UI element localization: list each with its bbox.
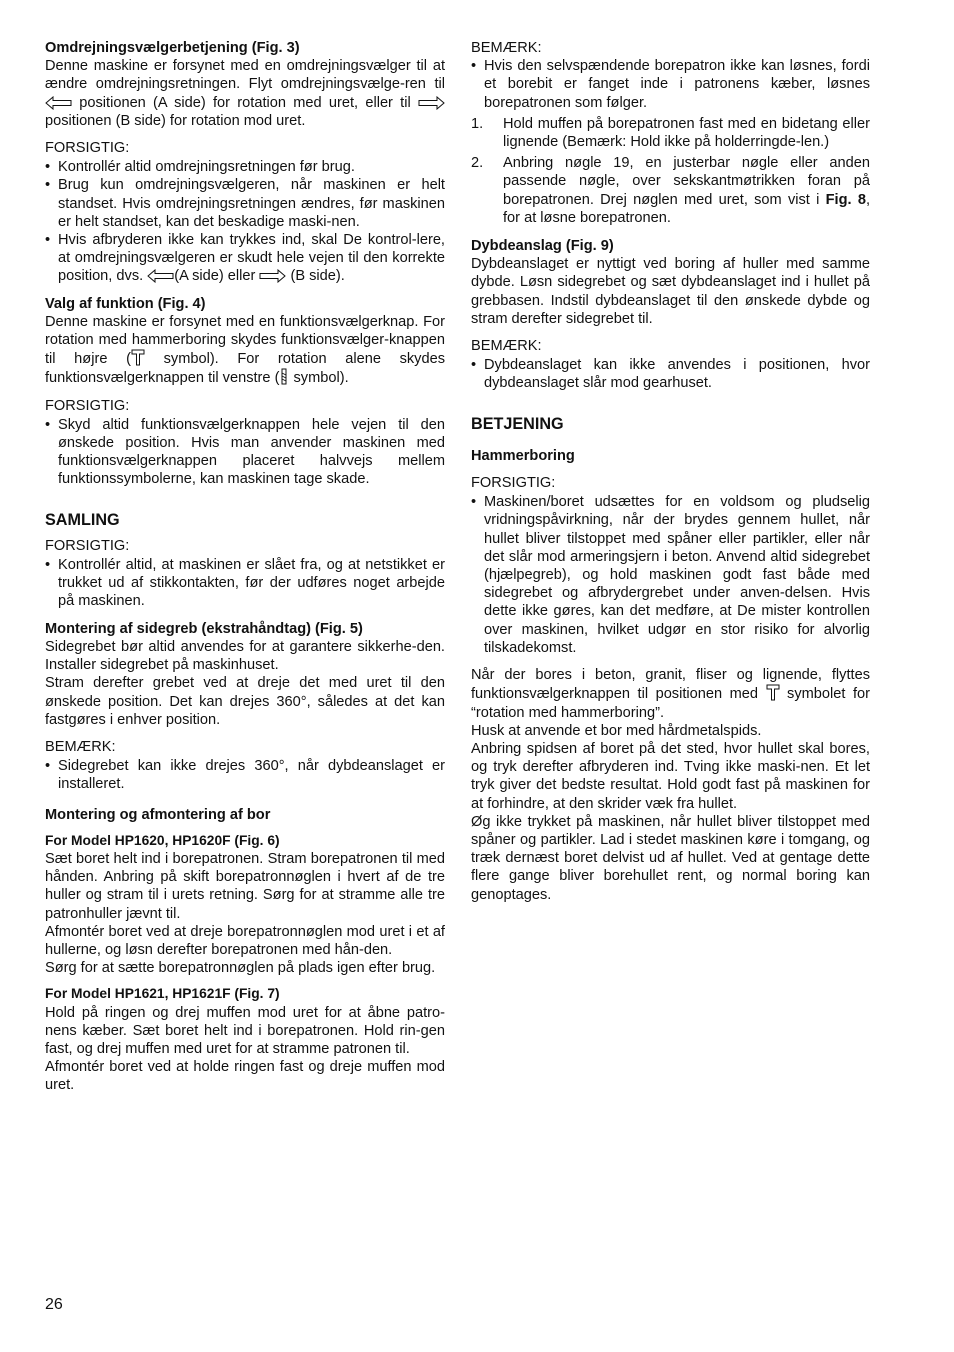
- note-label: BEMÆRK:: [471, 338, 542, 355]
- text: Denne maskine er forsynet med en funktionsvælgerknap. For rotation med hammerboring skydes funktionsvælger-knappen til højre (: [45, 313, 445, 368]
- paragraph: Afmontér boret ved at holde ringen fast og dreje muffen mod uret.: [45, 1059, 445, 1094]
- bullet-list: [45, 416, 445, 489]
- text: Denne maskine er forsynet med en omdrejningsvælger til at ændre omdrejningsretningen. Flyt omdrejningsvælge-ren til: [45, 58, 445, 93]
- note-label: BEMÆRK:: [471, 40, 542, 56]
- text: (B side).: [290, 268, 345, 285]
- text: positionen (B side) for rotation mod uret.: [45, 112, 306, 129]
- caution-label: FORSIGTIG:: [45, 397, 130, 414]
- text: symbol).: [293, 370, 349, 387]
- list-item: • Kontrollér altid omdrejningsretningen før brug.: [45, 158, 445, 176]
- numbered-list: [471, 115, 870, 227]
- subheading-model-hp1620: For Model HP1620, HP1620F (Fig. 6): [45, 832, 280, 848]
- paragraph: [45, 313, 445, 388]
- arrow-left-outline-icon: [45, 96, 72, 110]
- paragraph: Sidegrebet bør altid anvendes for at garantere sikkerhe-den. Installer sidegrebet på maskinhuset.: [45, 638, 445, 674]
- right-column: [471, 39, 870, 904]
- text: Når der bores i beton, granit, fliser og lignende, flyttes funktionsvælgerknappen til positionen med: [471, 667, 870, 703]
- left-column: [45, 39, 445, 1095]
- paragraph: Øg ikke trykket på maskinen, når hullet bliver tilstoppet med spåner og partikler. Lad i stedet maskinen køre i tomgang, og træk dernæst boret delvist ud af hullet. Ved at gentage dette flere gange bliver borehullet rent, og normal boring kan genoptages.: [471, 813, 870, 903]
- paragraph: Anbring spidsen af boret på det sted, hvor hullet skal bores, og tryk derefter afbryderen ind. Tving ikke maski-nen. Et let tryk giver det bedste resultat. Hold godt fast på maskinen for at forhindre, at den skrider væk fra hullet.: [471, 740, 870, 812]
- page-number: 26: [45, 1296, 63, 1313]
- arrow-right-outline-icon: [418, 96, 445, 110]
- paragraph: Sæt boret helt ind i borepatronen. Stram borepatronen til med hånden. Anbring på skift borepatronnøglen i hvert af de tre huller og stram til i urets retning. Sørg for at stramme alle tre patronhuller jævnt til.: [45, 850, 445, 922]
- section-title-function-select: Valg af funktion (Fig. 4): [45, 295, 206, 312]
- hammer-drill-symbol-icon: [131, 349, 145, 366]
- text: Hold muffen på borepatronen fast med en bidetang eller lignende (Bemærk: Hold ikke på holderringde-len.): [503, 115, 870, 151]
- section-title-rotation-switch: Omdrejningsvælgerbetjening (Fig. 3): [45, 40, 300, 56]
- note-label: BEMÆRK:: [45, 738, 116, 755]
- text: , for at løsne borepatronen.: [503, 191, 870, 226]
- list-item: • Maskinen/boret udsættes for en voldsom og pludselig vridningspåvirkning, når der brydes gennem hullet, når hullet bliver tilstoppet med spåner eller partikler, eller når det slår mod armeringsjern i beton. Anvend altid sidegrebet (hjælpegreb), og hold maskinen godt fast både med sidegrebet og afbrydergrebet under anven-delsen. Hvis dette ikke gøres, kan det medføre, at De mister kontrollen over maskinen, hvilket udgør en stor risiko for alvorlig tilskadekomst.: [471, 493, 870, 657]
- text: positionen (A side) for rotation med uret, eller til: [79, 94, 411, 111]
- paragraph: Hold på ringen og drej muffen mod uret for at åbne patro-nens kæber. Sæt boret helt ind i borepatronen. Hold rin-gen fast, og drej muffen med uret for at stramme patronen til.: [45, 1004, 445, 1057]
- text: Hvis afbryderen ikke kan trykkes ind, skal De kontrol-lere, at omdrejningsvælgeren er skudt hele vejen til den korrekte position, dvs.: [58, 232, 445, 285]
- text: (A side) eller: [174, 268, 256, 285]
- section-heading-betjening: BETJENING: [471, 414, 564, 433]
- list-item: • Kontrollér altid, at maskinen er slået fra, og at netstikket er trukket ud af stikkontakten, før der udføres noget arbejde på maskinen.: [45, 556, 445, 611]
- list-item: [471, 115, 870, 151]
- paragraph: Sørg for at sætte borepatronnøglen på plads igen efter brug.: [45, 960, 436, 977]
- bullet-list: [45, 158, 445, 285]
- text: symbolet for “rotation med hammerboring”.: [471, 686, 870, 721]
- section-title-bit-mounting: Montering og afmontering af bor: [45, 806, 271, 823]
- paragraph: Afmontér boret ved at dreje borepatronnøglen mod uret i et af hullerne, og løsn derefter borepatronen med hån-den.: [45, 923, 445, 958]
- subheading-model-hp1621: For Model HP1621, HP1621F (Fig. 7): [45, 986, 280, 1002]
- section-heading-samling: SAMLING: [45, 510, 120, 529]
- paragraph: Dybdeanslaget er nyttigt ved boring af huller med samme dybde. Løsn sidegrebet og sæt dybdeanslaget ind i hullet på grebbasen. Indstil dybdeanslaget til den ønskede dybde og stram derefter sidegrebet til.: [471, 256, 870, 327]
- bullet-list: [45, 556, 445, 611]
- rotation-only-symbol-icon: [279, 368, 289, 385]
- bullet-list: [471, 57, 870, 112]
- section-title-hammer-drilling: Hammerboring: [471, 447, 575, 464]
- arrow-right-outline-icon: [259, 269, 286, 283]
- text: Anbring nøgle 19, en justerbar nøgle eller anden passende nøgle, over sekskantmøtrikken foran på borepatronen. Drej nøglen med uret, som vist i: [503, 155, 870, 208]
- list-number: 2.: [471, 155, 484, 172]
- list-item: • Dybdeanslaget kan ikke anvendes i positionen, hvor dybdeanslaget slår mod gearhuset.: [471, 356, 870, 392]
- section-title-side-handle: Montering af sidegreb (ekstrahåndtag) (Fig. 5): [45, 620, 363, 637]
- bullet-list: [45, 757, 445, 793]
- bullet-list: [471, 493, 870, 657]
- list-item: [471, 154, 870, 227]
- caution-label: FORSIGTIG:: [471, 475, 556, 492]
- bullet-list: [471, 356, 870, 392]
- arrow-left-outline-icon: [147, 269, 174, 283]
- list-item: • Sidegrebet kan ikke drejes 360°, når dybdeanslaget er installeret.: [45, 757, 445, 793]
- list-item: [45, 231, 445, 286]
- paragraph: Husk at anvende et bor med hårdmetalspids.: [471, 722, 762, 739]
- caution-label: FORSIGTIG:: [45, 140, 130, 157]
- text: symbol). For rotation alene skydes funktionsvælgerknappen til venstre (: [45, 351, 445, 387]
- paragraph: Stram derefter grebet ved at dreje det med uret til den ønskede position. Det kan drejes 360°, således at det kan fastgøres i enhver position.: [45, 675, 445, 728]
- list-item: • Skyd altid funktionsvælgerknappen hele vejen til den ønskede position. Hvis man anvender maskinen med funktionsvælgerknappen placeret halvvejs mellem funktionssymbolerne, kan maskinen tage skade.: [45, 416, 445, 489]
- section-title-depth-stop: Dybdeanslag (Fig. 9): [471, 238, 614, 255]
- caution-label: FORSIGTIG:: [45, 537, 130, 554]
- list-number: 1.: [471, 115, 484, 132]
- figure-reference: Fig. 8: [825, 191, 866, 208]
- list-item: • Hvis den selvspændende borepatron ikke kan løsnes, fordi et borebit er fanget inde i patronens kæber, løsnes borepatronen som følger.: [471, 57, 870, 112]
- list-item: • Brug kun omdrejningsvælgeren, når maskinen er helt standset. Hvis omdrejningsretningen ændres, før maskinen er helt standset, kan det beskadige maski-nen.: [45, 176, 445, 231]
- hammer-drill-symbol-icon: [766, 684, 780, 701]
- paragraph: [471, 666, 870, 722]
- paragraph: [45, 57, 445, 130]
